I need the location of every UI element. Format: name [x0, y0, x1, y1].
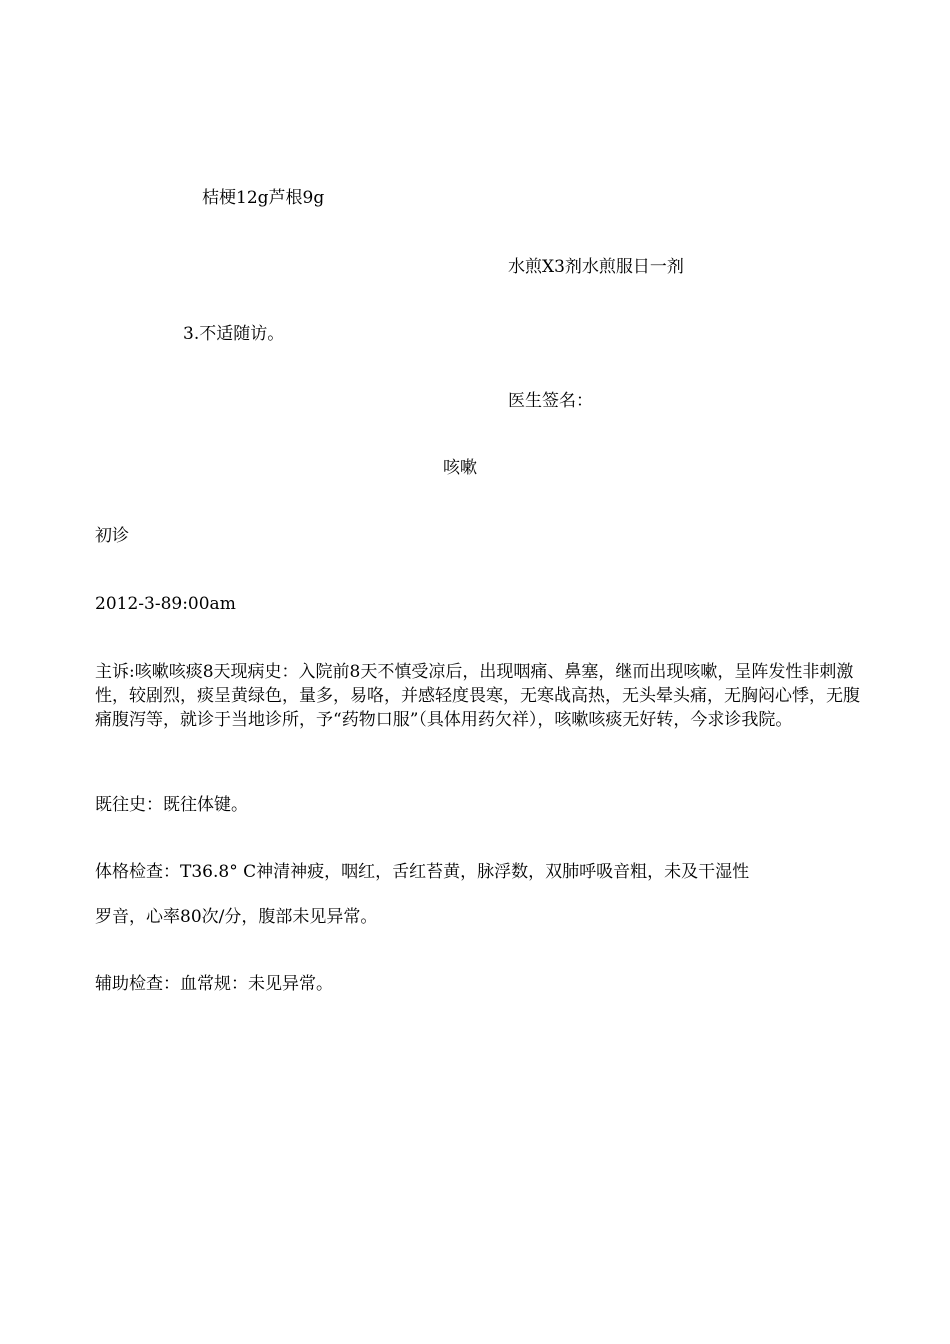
auxiliary-exam-text: 辅助检查：血常规：未见异常。 [95, 974, 333, 994]
visit-type-text: 初诊 [95, 526, 129, 546]
physical-exam-line-1: 体格检查：T36.8° C神清神疲，咽红，舌红苔黄，脉浮数，双肺呼吸音粗，未及干湿性 [95, 862, 750, 882]
decoction-instruction-text: 水煎X3剂水煎服日一剂 [508, 257, 684, 277]
herb-prescription-text: 桔梗12g芦根9g [202, 188, 325, 208]
chief-complaint-paragraph: 主诉:咳嗽咳痰8天现病史：入院前8天不慎受凉后，出现咽痛、鼻塞，继而出现咳嗽，呈阵发性非刺激性，较剧烈，痰呈黄绿色，量多，易咯，并感轻度畏寒，无寒战高热，无头晕头痛，无胸闷心悸，无腹痛腹泻等，就诊于当地诊所，予“药物口服”（具体用药欠祥），咳嗽咳痰无好转，今求诊我院。 [95, 662, 860, 730]
visit-datetime-text: 2012-3-89:00am [95, 594, 236, 614]
followup-text: 3.不适随访。 [183, 324, 285, 344]
doctor-signature-label: 医生签名： [508, 391, 593, 411]
physical-exam-line-2: 罗音，心率80次/分，腹部未见异常。 [95, 907, 378, 927]
diagnosis-heading: 咳嗽 [443, 458, 477, 478]
past-history-text: 既往史：既往体键。 [95, 795, 248, 815]
